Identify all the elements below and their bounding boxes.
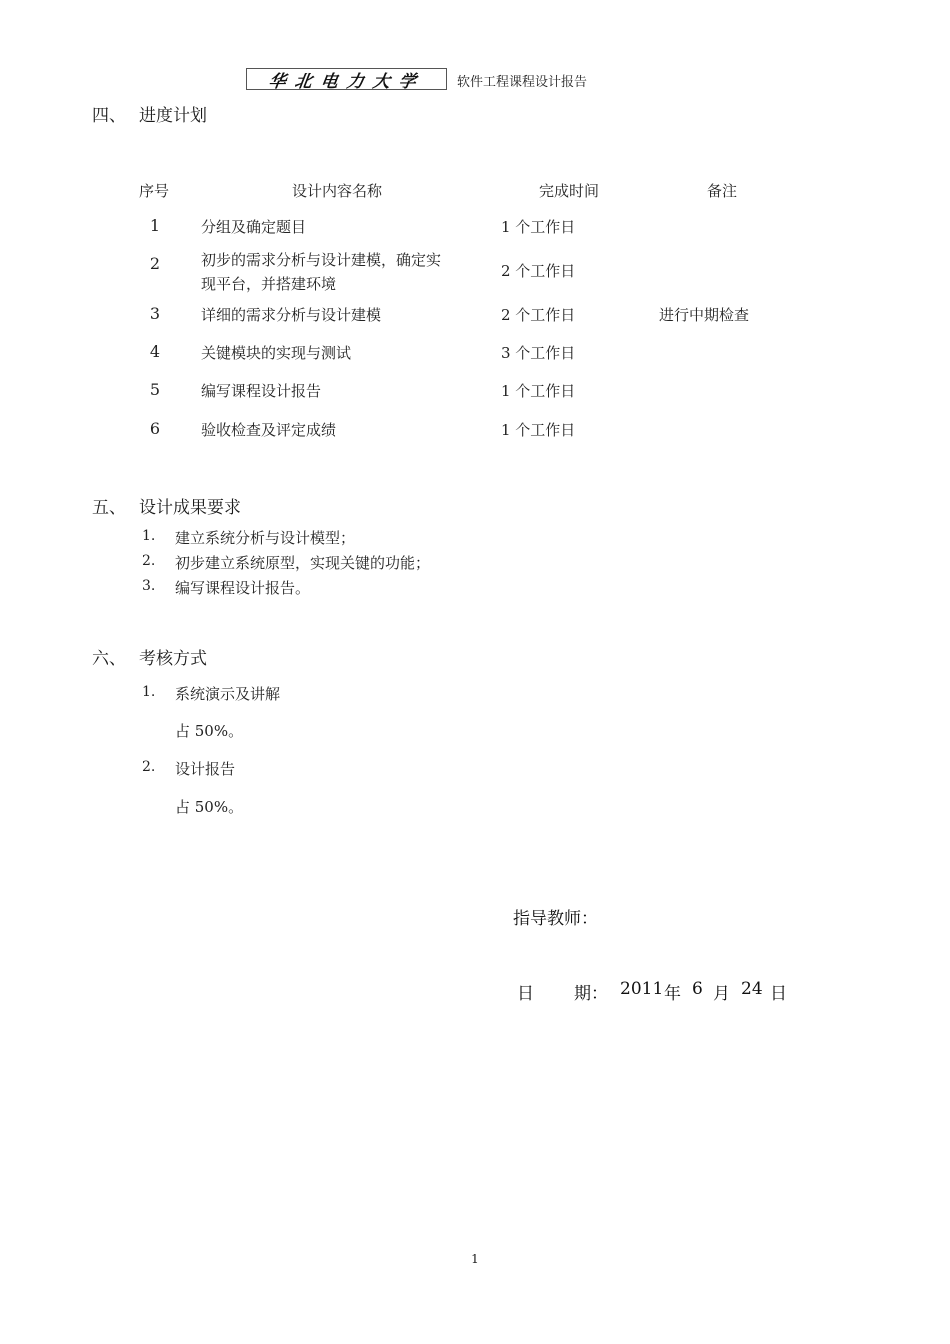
row-time: 2 个工作日 bbox=[501, 262, 576, 280]
date-year-unit: 年 bbox=[664, 984, 681, 1004]
date-month-unit: 月 bbox=[713, 984, 730, 1004]
row-time: 1 个工作日 bbox=[501, 421, 576, 439]
row-number: 6 bbox=[149, 419, 161, 438]
header-title: 软件工程课程设计报告 bbox=[457, 75, 588, 90]
table-header-note: 备注 bbox=[707, 182, 738, 200]
list-item-text: 建立系统分析与设计模型； bbox=[175, 529, 356, 547]
table-header-content: 设计内容名称 bbox=[292, 182, 383, 200]
row-number: 1 bbox=[149, 216, 161, 235]
row-time: 1 个工作日 bbox=[501, 218, 576, 236]
row-content-line1: 初步的需求分析与设计建模，确定实 bbox=[201, 251, 442, 269]
date-month: 6 bbox=[692, 979, 703, 999]
row-content: 验收检查及评定成绩 bbox=[201, 421, 337, 439]
list-item-number: 2. bbox=[142, 759, 156, 775]
row-content: 编写课程设计报告 bbox=[201, 382, 322, 400]
row-number: 2 bbox=[149, 254, 161, 273]
row-content: 分组及确定题目 bbox=[201, 218, 307, 236]
row-content: 详细的需求分析与设计建模 bbox=[201, 306, 382, 324]
list-item-number: 1. bbox=[142, 528, 156, 544]
section5-title: 设计成果要求 bbox=[139, 498, 241, 518]
date-year: 2011 bbox=[620, 979, 664, 999]
table-header-no: 序号 bbox=[139, 182, 170, 200]
list-item-number: 3. bbox=[142, 578, 156, 594]
row-number: 5 bbox=[149, 380, 161, 399]
section5-number: 五、 bbox=[92, 498, 126, 518]
page-number: 1 bbox=[471, 1252, 479, 1266]
teacher-label: 指导教师： bbox=[513, 909, 598, 929]
logo-text: 华北电力大学 bbox=[266, 71, 426, 92]
list-item-text: 编写课程设计报告。 bbox=[175, 579, 311, 597]
row-note: 进行中期检查 bbox=[659, 306, 750, 324]
list-item-detail: 占 50%。 bbox=[175, 722, 244, 740]
list-item-text: 系统演示及讲解 bbox=[175, 685, 281, 703]
section6-number: 六、 bbox=[92, 649, 126, 669]
row-content-line2: 现平台，并搭建环境 bbox=[201, 275, 337, 293]
row-number: 3 bbox=[149, 304, 161, 323]
date-day: 24 bbox=[741, 979, 763, 999]
list-item-number: 1. bbox=[142, 684, 156, 700]
table-header-time: 完成时间 bbox=[539, 182, 600, 200]
date-label-period: 期： bbox=[574, 984, 608, 1004]
date-label-day: 日 bbox=[517, 984, 534, 1004]
list-item-detail: 占 50%。 bbox=[175, 798, 244, 816]
list-item-text: 设计报告 bbox=[175, 760, 236, 778]
row-number: 4 bbox=[149, 342, 161, 361]
list-item-text: 初步建立系统原型，实现关键的功能； bbox=[175, 554, 431, 572]
row-time: 1 个工作日 bbox=[501, 382, 576, 400]
row-content: 关键模块的实现与测试 bbox=[201, 344, 352, 362]
section4-number: 四、 bbox=[92, 106, 126, 126]
row-time: 3 个工作日 bbox=[501, 344, 576, 362]
section6-title: 考核方式 bbox=[139, 649, 207, 669]
list-item-number: 2. bbox=[142, 553, 156, 569]
date-day-unit: 日 bbox=[770, 984, 787, 1004]
university-logo bbox=[246, 68, 447, 90]
row-time: 2 个工作日 bbox=[501, 306, 576, 324]
section4-title: 进度计划 bbox=[139, 106, 207, 126]
